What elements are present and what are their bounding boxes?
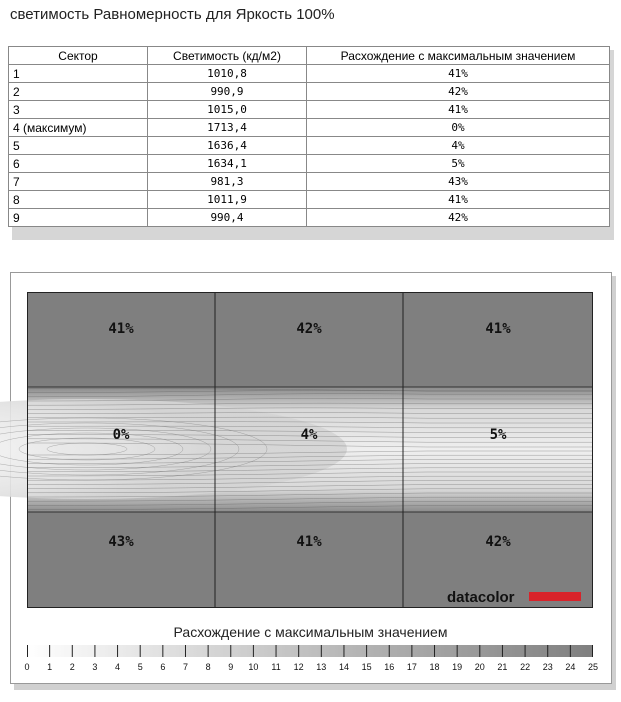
scale-bar (27, 645, 593, 657)
scale-tick-label: 15 (361, 662, 372, 672)
table-row (9, 191, 610, 209)
scale-tick-label: 19 (452, 662, 463, 672)
table-row (9, 65, 610, 83)
scale-tick-label: 6 (160, 662, 166, 672)
cell-luminance: 1634,1 (148, 155, 307, 173)
logo-text: datacolor (447, 589, 515, 606)
scale-tick-label: 24 (565, 662, 576, 672)
table-row (9, 119, 610, 137)
cell-sector: 1 (9, 65, 148, 83)
cell-luminance: 981,3 (148, 173, 307, 191)
scale-tick-label: 22 (520, 662, 531, 672)
cell-sector: 5 (9, 137, 148, 155)
scale-tick-label: 1 (47, 662, 53, 672)
scale-tick-label: 21 (497, 662, 508, 672)
cell-deviation: 41% (307, 101, 610, 119)
cell-deviation: 5% (307, 155, 610, 173)
scale-tick-label: 3 (92, 662, 98, 672)
scale-tick-label: 4 (115, 662, 121, 672)
cell-deviation: 43% (307, 173, 610, 191)
scale-tick-label: 7 (182, 662, 188, 672)
cell-label: 41% (108, 321, 134, 337)
header-luminance: Светимость (кд/м2) (148, 47, 307, 65)
cell-sector: 7 (9, 173, 148, 191)
cell-label: 0% (112, 427, 130, 443)
scale-tick-label: 23 (542, 662, 553, 672)
cell-deviation: 42% (307, 83, 610, 101)
cell-deviation: 42% (307, 209, 610, 227)
scale-tick-label: 14 (338, 662, 349, 672)
luminance-table (8, 46, 610, 227)
scale-tick-label: 8 (205, 662, 211, 672)
cell-luminance: 990,4 (148, 209, 307, 227)
cell-luminance: 1010,8 (148, 65, 307, 83)
scale-tick-label: 25 (587, 662, 599, 672)
cell-sector: 3 (9, 101, 148, 119)
cell-label: 41% (485, 321, 511, 337)
scale-tick-label: 12 (293, 662, 304, 672)
cell-label: 4% (300, 427, 318, 443)
scale-tick-label: 10 (248, 662, 259, 672)
scale-tick-label: 11 (271, 662, 281, 672)
scale-tick-label: 13 (316, 662, 327, 672)
scale-tick-label: 17 (406, 662, 417, 672)
cell-label: 43% (108, 534, 134, 550)
cell-sector: 8 (9, 191, 148, 209)
scale-tick-label: 9 (228, 662, 234, 672)
legend-title: Расхождение с максимальным значением (173, 624, 448, 640)
cell-sector: 6 (9, 155, 148, 173)
cell-label: 42% (485, 534, 511, 550)
page-title: светимость Равномерность для Яркость 100% (10, 6, 335, 23)
logo-bar (529, 592, 581, 601)
header-sector: Сектор (9, 47, 148, 65)
cell-luminance: 1011,9 (148, 191, 307, 209)
header-deviation: Расхождение с максимальным значением (307, 47, 610, 65)
cell-deviation: 41% (307, 65, 610, 83)
cell-sector: 9 (9, 209, 148, 227)
cell-luminance: 1015,0 (148, 101, 307, 119)
table-row (9, 155, 610, 173)
table-row (9, 209, 610, 227)
luminance-table-wrap (8, 46, 610, 227)
table-row (9, 101, 610, 119)
scale-tick-label: 16 (384, 662, 395, 672)
scale-tick-label: 2 (69, 662, 75, 672)
scale-tick-label: 0 (24, 662, 30, 672)
scale-tick-label: 20 (474, 662, 485, 672)
table-row (9, 137, 610, 155)
cell-luminance: 990,9 (148, 83, 307, 101)
cell-deviation: 41% (307, 191, 610, 209)
table-row (9, 83, 610, 101)
cell-sector: 2 (9, 83, 148, 101)
scale-tick-label: 5 (137, 662, 143, 672)
color-scale (24, 645, 598, 672)
cell-luminance: 1636,4 (148, 137, 307, 155)
table-body (9, 65, 610, 227)
cell-sector: 4 (максимум) (9, 119, 148, 137)
heatmap-zones (0, 292, 593, 608)
table-header-row (9, 47, 610, 65)
scale-tick-label: 18 (429, 662, 440, 672)
cell-luminance: 1713,4 (148, 119, 307, 137)
cell-deviation: 4% (307, 137, 610, 155)
cell-label: 5% (489, 427, 507, 443)
cell-label: 42% (296, 321, 322, 337)
cell-label: 41% (296, 534, 322, 550)
table-row (9, 173, 610, 191)
cell-deviation: 0% (307, 119, 610, 137)
